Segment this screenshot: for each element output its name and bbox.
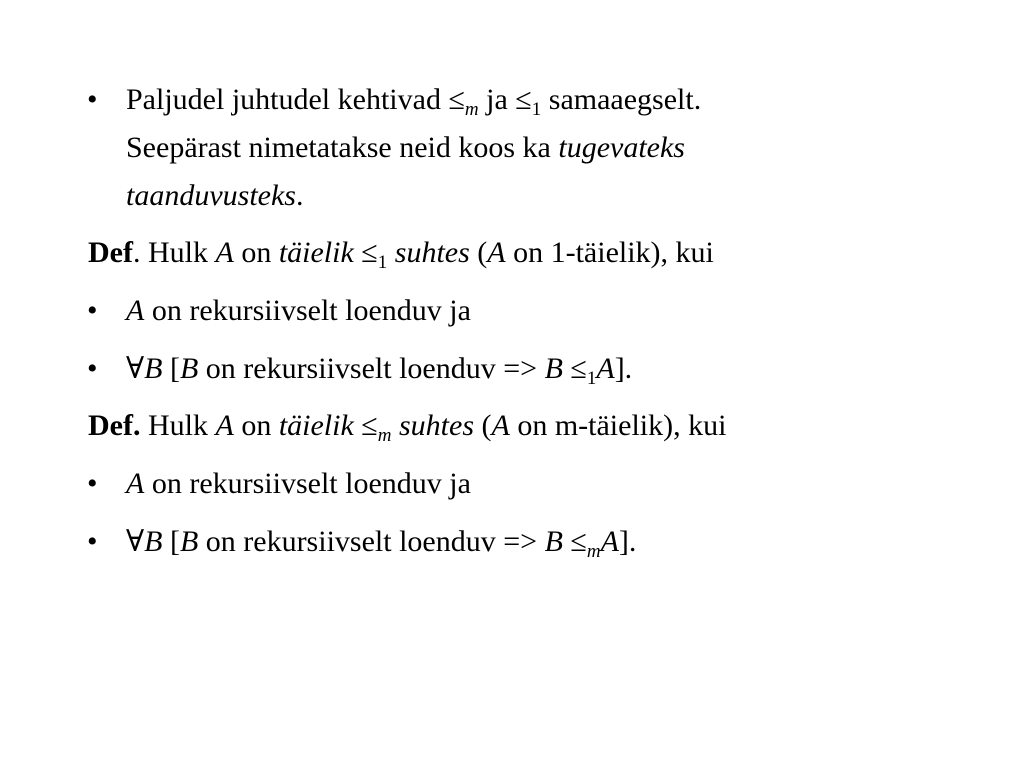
bullet-glyph: • [87, 352, 98, 385]
bullet-glyph: • [87, 83, 98, 116]
bullet-item-1-text: Paljudel juhtudel kehtivad $\le_m$ ja $\le_1$ samaaegselt. [126, 83, 702, 120]
slide: • Paljudel juhtudel kehtivad $\le_m$ ja $\le_1$ samaaegselt. Seepärast nimetatakse neid koos ka tugevateks taanduvusteks. Def. Hulk A on täielik $\le_1$ suhtes (A on 1-täielik), kui • A on rekursiivselt loenduv ja • ∀B [B on rekursiivselt loenduv => $B \le_1A$]. Def. Hulk A on täielik $\le_m$ suhtes (A on m-täielik), kui • A on rekursiivselt loenduv ja • ∀B [B on rekursiivselt loenduv => $B \le_mA$]. [87, 83, 727, 562]
bullet-glyph: • [87, 525, 98, 558]
bullet-glyph: • [87, 294, 98, 327]
bullet-glyph: • [87, 467, 98, 500]
